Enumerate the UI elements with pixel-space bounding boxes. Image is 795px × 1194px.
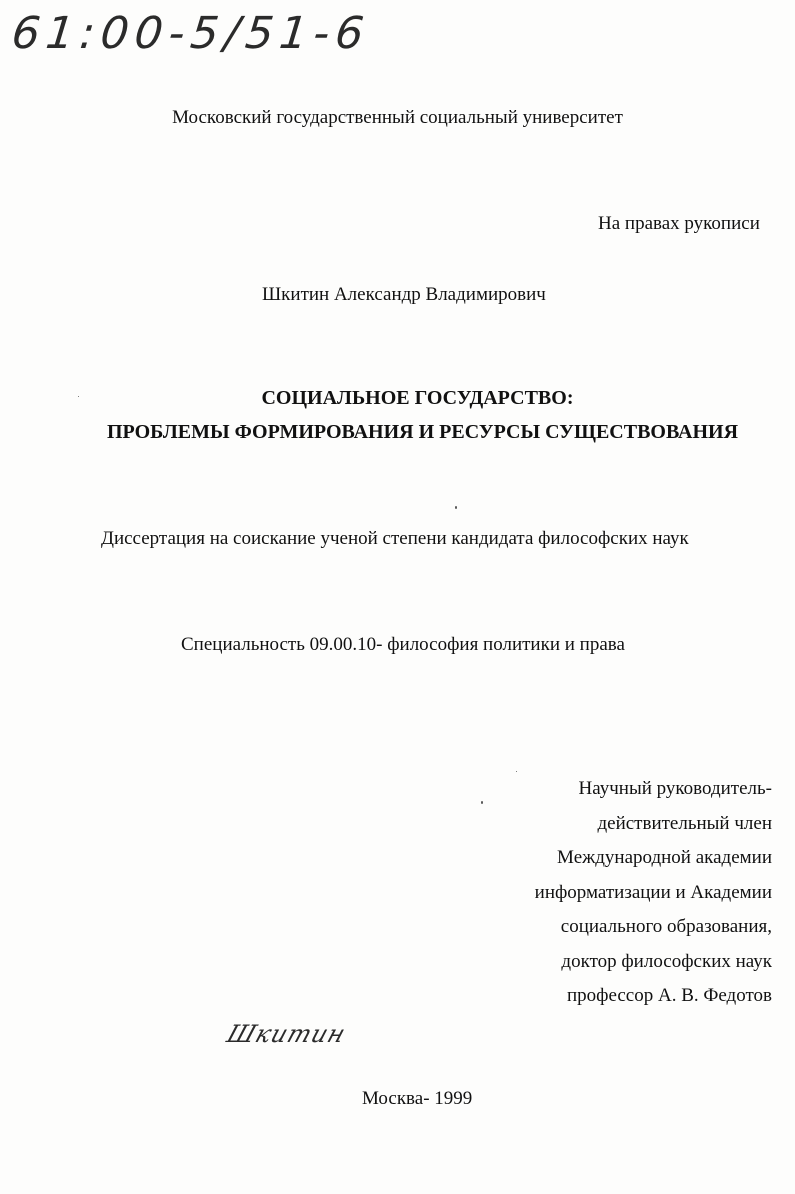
supervisor-line: Научный руководитель- — [578, 778, 772, 799]
title-line-1: СОЦИАЛЬНОЕ ГОСУДАРСТВО: — [261, 387, 574, 409]
scan-speck — [455, 506, 457, 509]
degree-statement: Диссертация на соискание ученой степени кандидата философских наук — [101, 528, 689, 549]
title-line-2: ПРОБЛЕМЫ ФОРМИРОВАНИЯ И РЕСУРСЫ СУЩЕСТВОВАНИЯ — [106, 421, 739, 443]
scan-speck — [78, 396, 79, 397]
manuscript-note: На правах рукописи — [598, 213, 760, 234]
supervisor-line: социального образования, — [560, 916, 772, 937]
supervisor-block — [535, 772, 772, 1014]
scan-speck — [516, 771, 517, 772]
specialty: Специальность 09.00.10- философия политики и права — [181, 634, 625, 655]
scan-speck — [481, 801, 483, 804]
author-name: Шкитин Александр Владимирович — [262, 284, 546, 305]
university-name: Московский государственный социальный университет — [172, 107, 623, 128]
supervisor-line: доктор философских наук — [561, 950, 772, 972]
handwritten-signature: Шкитин — [223, 1020, 350, 1048]
place-and-year: Москва- 1999 — [362, 1088, 473, 1109]
supervisor-line: профессор А. В. Федотов — [566, 985, 772, 1006]
supervisor-line: действительный член — [597, 812, 772, 834]
supervisor-line: Международной академии — [557, 847, 772, 868]
supervisor-line: информатизации и Академии — [534, 881, 772, 903]
handwritten-archive-code: 61:00-5/51-6 — [9, 8, 373, 59]
